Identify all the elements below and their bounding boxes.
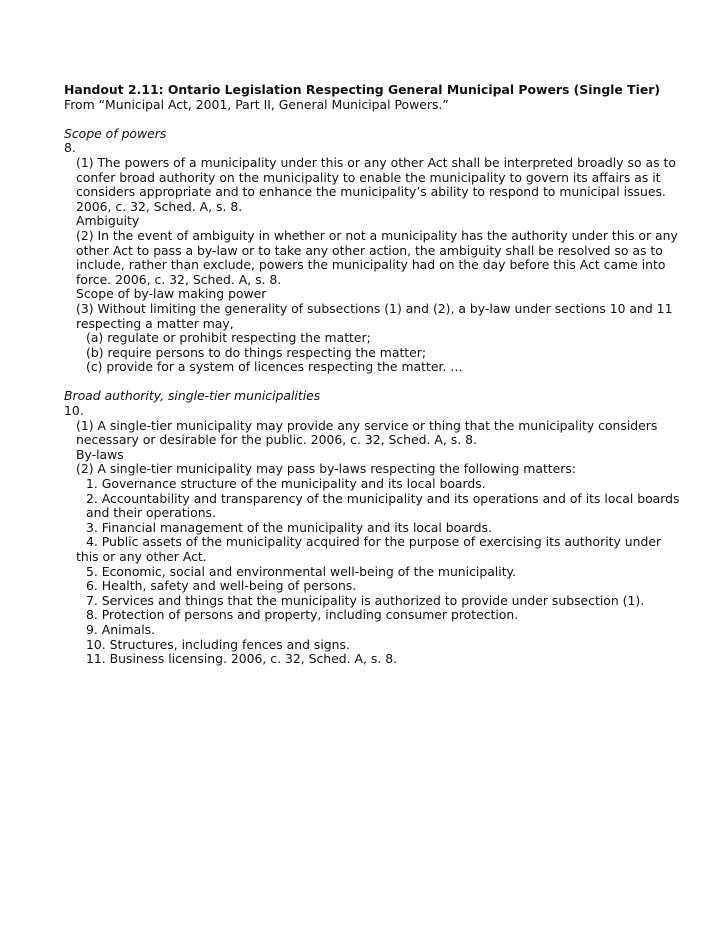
section-10-list-item: 1. Governance structure of the municipality and its local boards. (86, 476, 486, 492)
section-10-text-line: (1) A single-tier municipality may provide any service or thing that the municipality considers (76, 417, 658, 433)
section-10-list-item: 7. Services and things that the municipality is authorized to provide under subsection (1). (86, 592, 645, 608)
handout-content (64, 82, 680, 667)
section-8-text-line: other Act to pass a by-law or to take any other action, the ambiguity shall be resolved so as to (76, 242, 663, 258)
section-10-list-item: 3. Financial management of the municipality and its local boards. (86, 519, 492, 535)
section-8-list-item: (c) provide for a system of licences respecting the matter. … (86, 359, 463, 375)
section-10-list-item: this or any other Act. (76, 549, 207, 564)
section-10-list-item: and their operations. (86, 505, 216, 521)
section-10-list-item: 9. Animals. (86, 621, 156, 637)
section-8-number: 8. (64, 140, 76, 156)
section-8-text-line: include, rather than exclude, powers the municipality had on the day before this Act came into (76, 257, 666, 273)
section-8-subheading-ambiguity: Ambiguity (76, 213, 140, 229)
section-8-text-line: considers appropriate and to enhance the municipality’s ability to respond to municipal issues. (76, 184, 666, 200)
section-8-text-line: (3) Without limiting the generality of subsections (1) and (2), a by-law under sections 10 and 11 (76, 300, 673, 316)
spacer (64, 112, 664, 127)
section-10-subheading-bylaws: By-laws (76, 446, 124, 462)
section-8-text-line: (2) In the event of ambiguity in whether or not a municipality has the authority under this or any (76, 227, 678, 243)
source-citation: From “Municipal Act, 2001, Part II, General Municipal Powers.” (64, 96, 449, 112)
section-10-list-item: 4. Public assets of the municipality acquired for the purpose of exercising its authority under (86, 534, 662, 550)
section-8-text-line: 2006, c. 32, Sched. A, s. 8. (76, 198, 243, 214)
section-8-heading: Scope of powers (64, 125, 167, 141)
handout-title: Handout 2.11: Ontario Legislation Respecting General Municipal Powers (Single Tier) (64, 82, 661, 97)
section-8-subheading-scope: Scope of by-law making power (76, 286, 267, 302)
section-10-list-item: 6. Health, safety and well-being of persons. (86, 578, 357, 594)
section-10-list-item: 8. Protection of persons and property, including consumer protection. (86, 607, 519, 623)
section-10-text-line: (2) A single-tier municipality may pass by-laws respecting the following matters: (76, 461, 577, 477)
section-8-list-item: (a) regulate or prohibit respecting the matter; (86, 330, 371, 346)
spacer (64, 375, 664, 390)
section-10-heading: Broad authority, single-tier municipalities (64, 388, 321, 404)
section-8-text-line: respecting a matter may, (76, 315, 234, 331)
section-8-text-line: (1) The powers of a municipality under this or any other Act shall be interpreted broadly so as to (76, 154, 676, 170)
section-10-text-line: necessary or desirable for the public. 2006, c. 32, Sched. A, s. 8. (76, 432, 477, 448)
section-8-list-item: (b) require persons to do things respecting the matter; (86, 344, 427, 360)
section-10-list-item: 10. Structures, including fences and signs. (86, 636, 350, 652)
section-10-list-item: 2. Accountability and transparency of the municipality and its operations and of its local boards (86, 490, 680, 506)
section-10-list-item: 5. Economic, social and environmental well-being of the municipality. (86, 563, 517, 579)
section-10-number: 10. (64, 403, 84, 419)
section-8-text-line: force. 2006, c. 32, Sched. A, s. 8. (76, 271, 282, 287)
section-8-text-line: confer broad authority on the municipality to enable the municipality to govern its affairs as it (76, 169, 661, 185)
section-10-list-item: 11. Business licensing. 2006, c. 32, Sched. A, s. 8. (86, 651, 398, 667)
